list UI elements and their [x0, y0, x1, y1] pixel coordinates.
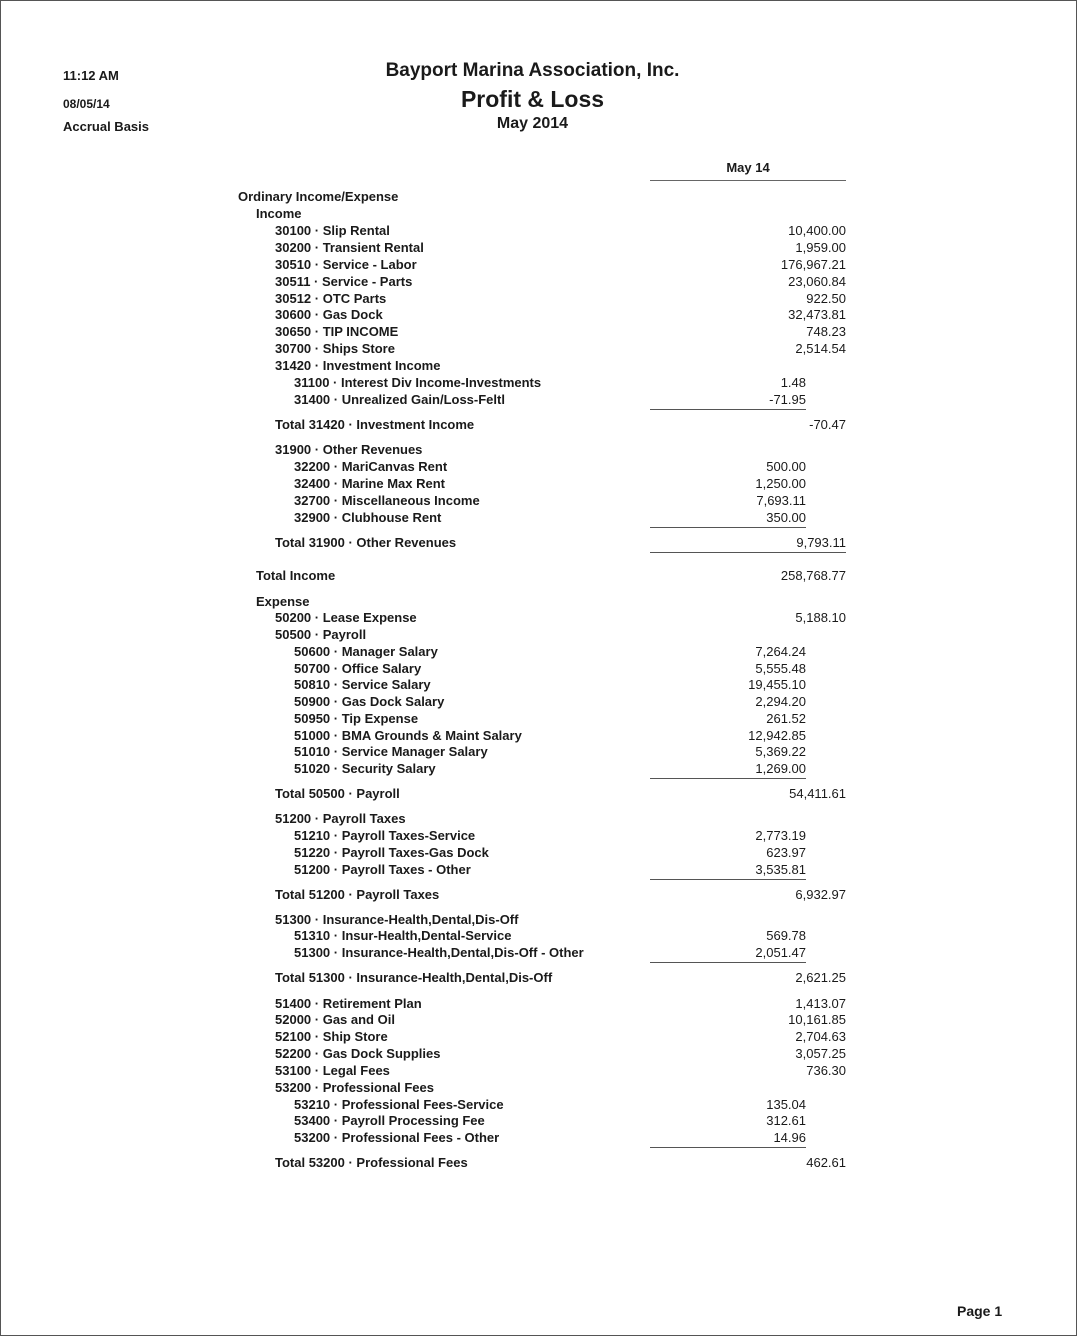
row-label: 31100 · Interest Div Income-Investments	[294, 375, 542, 390]
row-value: 922.50	[806, 291, 846, 306]
report-row	[0, 1045, 1077, 1062]
report-row	[0, 927, 1077, 944]
subtotal-rule	[650, 962, 806, 963]
report-row	[0, 357, 1077, 374]
row-value: 350.00	[766, 510, 806, 525]
subtotal-rule	[650, 409, 806, 410]
row-value: 7,693.11	[756, 493, 806, 508]
row-label: Total 31420 · Investment Income	[275, 417, 475, 432]
report-row	[0, 239, 1077, 256]
row-value: 569.78	[766, 928, 806, 943]
row-value: 14.96	[773, 1130, 806, 1145]
row-label: Total 51200 · Payroll Taxes	[275, 887, 440, 902]
report-row	[0, 593, 1077, 610]
row-label: 31400 · Unrealized Gain/Loss-Feltl	[294, 392, 505, 407]
total-row	[0, 1154, 1077, 1171]
row-value: 7,264.24	[755, 644, 806, 659]
row-label: 50500 · Payroll	[275, 627, 367, 642]
row-value: -71.95	[769, 392, 806, 407]
report-period: May 2014	[496, 115, 569, 132]
row-value: 312.61	[766, 1113, 806, 1128]
row-value: 10,400.00	[788, 223, 846, 238]
row-value: 54,411.61	[789, 786, 846, 801]
row-label: 51000 · BMA Grounds & Maint Salary	[294, 728, 522, 743]
row-value: 261.52	[766, 711, 806, 726]
row-value: 9,793.11	[796, 535, 846, 550]
row-value: 19,455.10	[748, 677, 806, 692]
total-row	[0, 416, 1077, 433]
row-label: 32400 · Marine Max Rent	[294, 476, 446, 491]
row-value: 1.48	[780, 375, 806, 390]
report-row	[0, 1028, 1077, 1045]
row-value: 748.23	[806, 324, 846, 339]
row-label: 51200 · Payroll Taxes	[275, 811, 406, 826]
row-label: Total Income	[256, 568, 336, 583]
row-value: 2,051.47	[755, 945, 806, 960]
report-row	[0, 609, 1077, 626]
report-row	[0, 1011, 1077, 1028]
report-row	[0, 475, 1077, 492]
row-label: 31900 · Other Revenues	[275, 442, 423, 457]
report-row	[0, 256, 1077, 273]
report-row	[0, 760, 1077, 777]
row-value: 2,294.20	[755, 694, 806, 709]
row-value: 176,967.21	[780, 257, 846, 272]
row-label: Total 31900 · Other Revenues	[275, 535, 457, 550]
row-value: 1,413.07	[795, 996, 846, 1011]
row-label: 32200 · MariCanvas Rent	[294, 459, 448, 474]
row-label: 51210 · Payroll Taxes-Service	[294, 828, 476, 843]
subtotal-rule	[650, 778, 806, 779]
row-label: 51300 · Insurance-Health,Dental,Dis-Off	[275, 912, 519, 927]
report-row	[0, 660, 1077, 677]
report-row	[0, 1062, 1077, 1079]
row-label: 30512 · OTC Parts	[275, 291, 387, 306]
row-value: 736.30	[806, 1063, 846, 1078]
total-row	[0, 534, 1077, 551]
row-value: 1,250.00	[755, 476, 806, 491]
total-row	[0, 969, 1077, 986]
report-row	[0, 340, 1077, 357]
report-row	[0, 643, 1077, 660]
report-row	[0, 1112, 1077, 1129]
report-row	[0, 827, 1077, 844]
row-value: 6,932.97	[795, 887, 846, 902]
row-label: Total 53200 · Professional Fees	[275, 1155, 468, 1170]
total-row	[0, 785, 1077, 802]
row-value: 3,535.81	[755, 862, 806, 877]
report-row	[0, 861, 1077, 878]
report-row	[0, 374, 1077, 391]
row-value: 5,188.10	[795, 610, 846, 625]
row-value: 500.00	[766, 459, 806, 474]
row-label: 30700 · Ships Store	[275, 341, 395, 356]
row-value: 1,269.00	[755, 761, 806, 776]
row-label: 53400 · Payroll Processing Fee	[294, 1113, 485, 1128]
row-label: 53200 · Professional Fees	[275, 1080, 434, 1095]
report-row	[0, 205, 1077, 222]
report-row	[0, 509, 1077, 526]
row-label: 53210 · Professional Fees-Service	[294, 1097, 504, 1112]
row-label: 51220 · Payroll Taxes-Gas Dock	[294, 845, 489, 860]
report-row	[0, 693, 1077, 710]
report-basis: Accrual Basis	[63, 119, 149, 134]
report-time: 11:12 AM	[63, 68, 119, 83]
total-row	[0, 886, 1077, 903]
row-label: Expense	[256, 594, 310, 609]
row-value: 258,768.77	[780, 568, 846, 583]
row-label: 30100 · Slip Rental	[275, 223, 390, 238]
row-value: 3,057.25	[795, 1046, 846, 1061]
row-label: 53200 · Professional Fees - Other	[294, 1130, 500, 1145]
report-title: Profit & Loss	[460, 86, 605, 112]
row-value: -70.47	[809, 417, 846, 432]
row-value: 135.04	[766, 1097, 806, 1112]
row-value: 5,555.48	[755, 661, 806, 676]
row-label: 51300 · Insurance-Health,Dental,Dis-Off - Other	[294, 945, 584, 960]
row-value: 2,773.19	[755, 828, 806, 843]
report-row	[0, 306, 1077, 323]
report-row	[0, 1096, 1077, 1113]
company-name: Bayport Marina Association, Inc.	[385, 60, 680, 81]
report-row	[0, 222, 1077, 239]
row-label: 32900 · Clubhouse Rent	[294, 510, 442, 525]
report-row	[0, 458, 1077, 475]
report-row	[0, 441, 1077, 458]
subtotal-rule	[650, 527, 806, 528]
row-value: 623.97	[766, 845, 806, 860]
report-row	[0, 995, 1077, 1012]
row-label: 30200 · Transient Rental	[275, 240, 424, 255]
row-label: 52100 · Ship Store	[275, 1029, 388, 1044]
row-label: 52200 · Gas Dock Supplies	[275, 1046, 441, 1061]
report-row	[0, 676, 1077, 693]
row-label: 50810 · Service Salary	[294, 677, 431, 692]
total-row	[0, 567, 1077, 584]
row-value: 2,621.25	[795, 970, 846, 985]
report-row	[0, 323, 1077, 340]
row-label: Income	[256, 206, 302, 221]
row-label: 30511 · Service - Parts	[275, 274, 413, 289]
row-value: 23,060.84	[788, 274, 846, 289]
row-label: 31420 · Investment Income	[275, 358, 441, 373]
report-row	[0, 391, 1077, 408]
report-row	[0, 1129, 1077, 1146]
row-label: 30510 · Service - Labor	[275, 257, 417, 272]
row-value: 2,514.54	[795, 341, 846, 356]
report-date: 08/05/14	[63, 97, 110, 111]
report-row	[0, 188, 1077, 205]
report-row	[0, 911, 1077, 928]
total-rule	[650, 552, 846, 553]
row-label: 53100 · Legal Fees	[275, 1063, 390, 1078]
report-row	[0, 492, 1077, 509]
row-label: 32700 · Miscellaneous Income	[294, 493, 480, 508]
column-header: May 14	[726, 160, 770, 175]
report-row	[0, 626, 1077, 643]
row-label: 51020 · Security Salary	[294, 761, 436, 776]
row-label: Total 51300 · Insurance-Health,Dental,Dis-Off	[275, 970, 553, 985]
subtotal-rule	[650, 879, 806, 880]
report-row	[0, 743, 1077, 760]
report-row	[0, 290, 1077, 307]
row-label: 50200 · Lease Expense	[275, 610, 417, 625]
row-label: Total 50500 · Payroll	[275, 786, 400, 801]
report-row	[0, 1079, 1077, 1096]
row-label: 51010 · Service Manager Salary	[294, 744, 488, 759]
report-row	[0, 944, 1077, 961]
row-value: 32,473.81	[788, 307, 846, 322]
row-label: Ordinary Income/Expense	[238, 189, 399, 204]
row-label: 52000 · Gas and Oil	[275, 1012, 395, 1027]
row-label: 50600 · Manager Salary	[294, 644, 438, 659]
row-label: 50900 · Gas Dock Salary	[294, 694, 445, 709]
row-value: 2,704.63	[795, 1029, 846, 1044]
row-label: 50700 · Office Salary	[294, 661, 422, 676]
report-row	[0, 727, 1077, 744]
page-number: Page 1	[957, 1303, 1003, 1319]
report-row	[0, 844, 1077, 861]
row-label: 51400 · Retirement Plan	[275, 996, 422, 1011]
report-row	[0, 710, 1077, 727]
report-row	[0, 273, 1077, 290]
row-value: 5,369.22	[755, 744, 806, 759]
row-label: 50950 · Tip Expense	[294, 711, 419, 726]
row-value: 10,161.85	[788, 1012, 846, 1027]
column-header-rule	[650, 180, 846, 181]
row-label: 30650 · TIP INCOME	[275, 324, 399, 339]
row-label: 30600 · Gas Dock	[275, 307, 383, 322]
row-label: 51200 · Payroll Taxes - Other	[294, 862, 471, 877]
subtotal-rule	[650, 1147, 806, 1148]
row-label: 51310 · Insur-Health,Dental-Service	[294, 928, 512, 943]
row-value: 12,942.85	[748, 728, 806, 743]
report-row	[0, 810, 1077, 827]
row-value: 1,959.00	[795, 240, 846, 255]
row-value: 462.61	[806, 1155, 846, 1170]
